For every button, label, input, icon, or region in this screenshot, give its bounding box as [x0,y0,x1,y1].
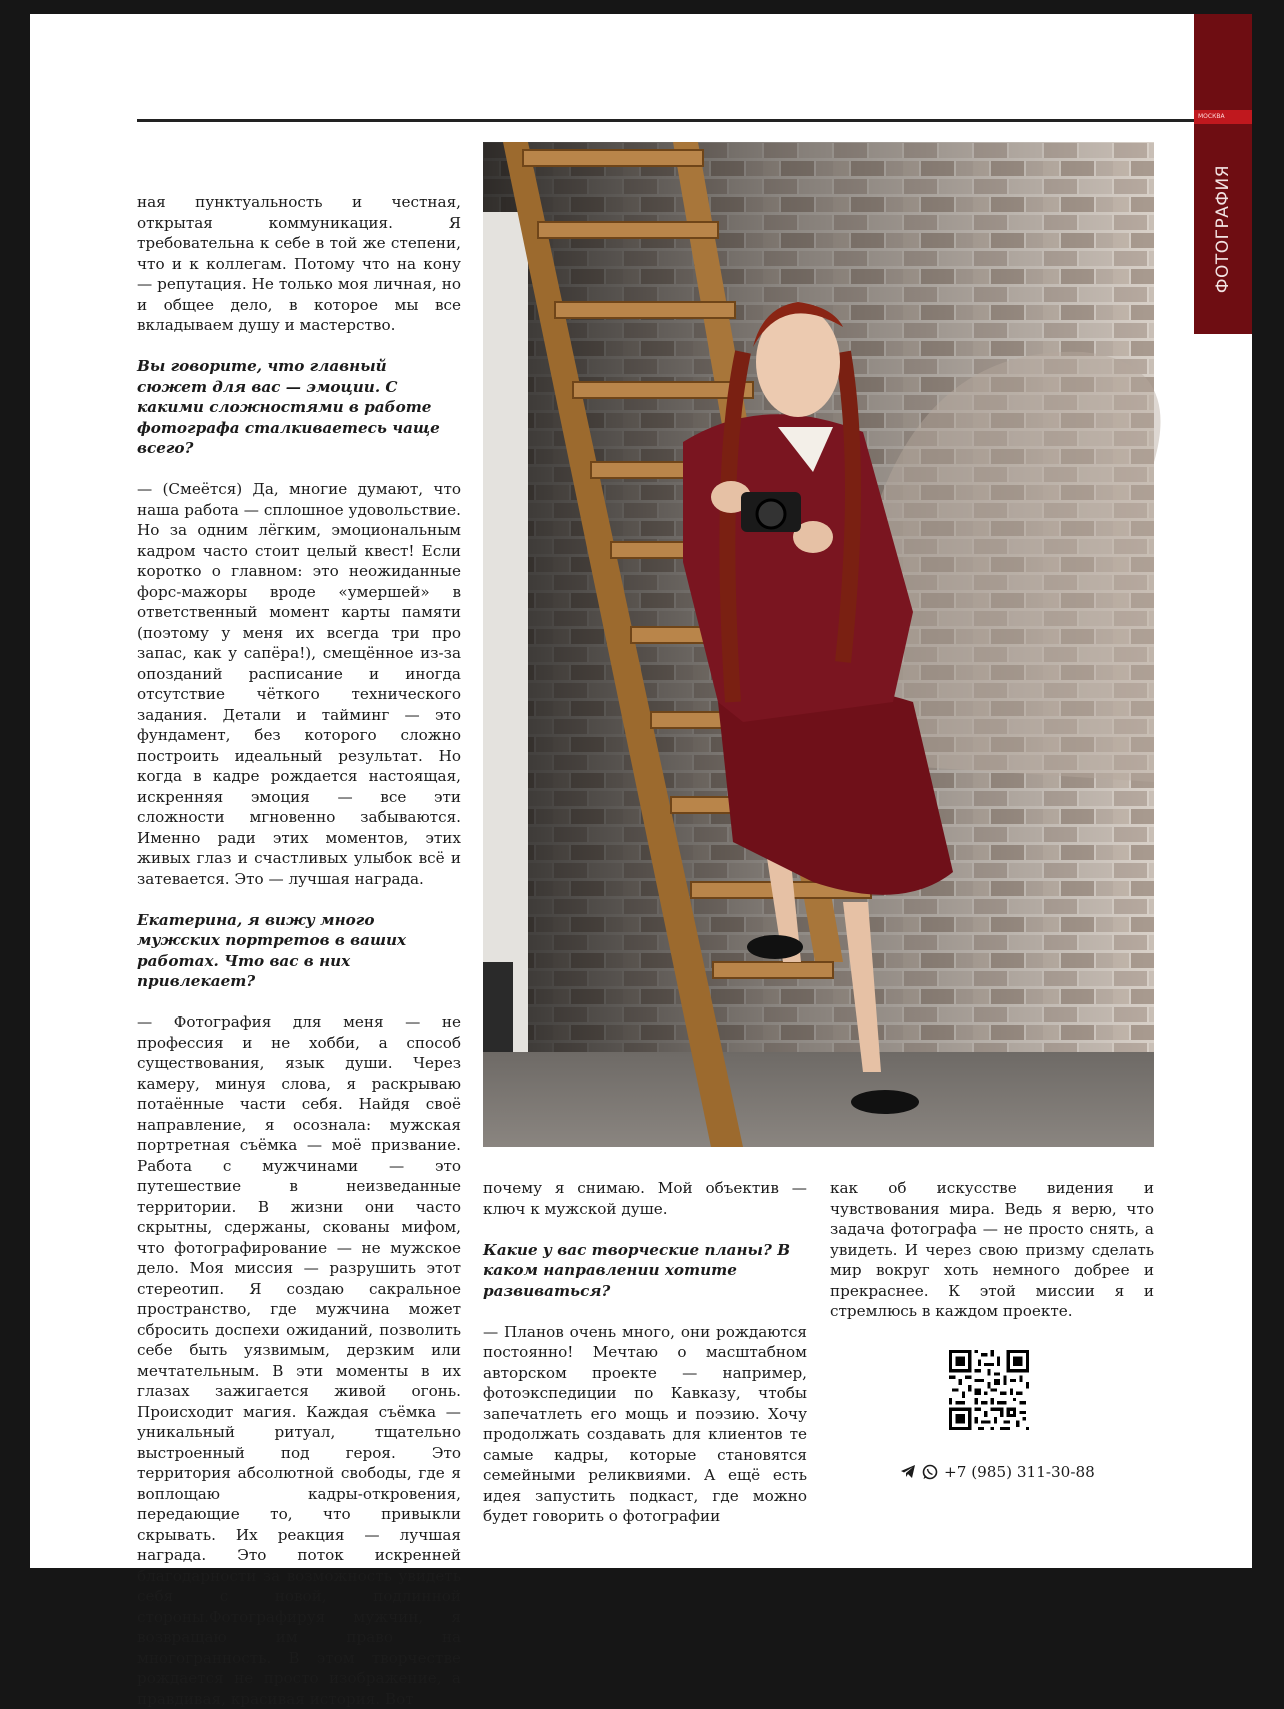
interview-question: Какие у вас творческие планы? В каком направлении хотите развиваться? [483,1240,791,1300]
paragraph: — (Смеётся) Да, многие думают, что наша работа — сплошное удовольствие. Но за одним лёгким, эмоциональным кадром часто стоит целый квест! Если коротко о главном: это неожиданные форс-мажоры вроде «умершей» в ответственный момент карты памяти (поэтому у меня их всегда три про запас, как у сапёра!), смещённое из-за опозданий расписание и иногда отсутствие чёткого технического задания. Детали и тайминг — это фундамент, без которого сложно построить идеальный результат. Но когда в кадре рождается настоящая, искренняя эмоция — все эти сложности мгновенно забываются. Именно ради этих моментов, этих живых глаз и счастливых улыбок всё и затевается. Это — лучшая награда. [137,480,461,888]
telegram-icon[interactable] [900,1465,916,1479]
whatsapp-icon[interactable] [922,1464,938,1480]
section-small-label: МОСКВА [1194,110,1252,124]
article-column-1 [137,192,461,1709]
paragraph: — Фотография для меня — не профессия и не хобби, а способ существования, язык души. Через камеру, минуя слова, я раскрываю потаённые части себя. Найдя своё направление, я осознала: мужская портретная съёмка — моё призвание. Работа с мужчинами — это путешествие в неизведанные территории. В жизни они часто скрытны, сдержаны, скованы мифом, что фотографирование — не мужское дело. Моя миссия — разрушить этот стереотип. Я создаю сакральное пространство, где мужчина может сбросить доспехи ожиданий, позволить себе быть уязвимым, дерзким или мечтательным. В эти моменты в их глазах зажигается живой огонь. Происходит магия. Каждая съёмка — уникальный ритуал, тщательно выстроенный под героя. Это территория абсолютной свободы, где я воплощаю кадры-откровения, передающие то, что привыкли скрывать. Их реакция — лучшая награда. Это поток искренней благодарности за возможность увидеть себя с новой, подлинной стороны.Фотографируя мужчин, я возвращаю им право на многогранность. В этом творчестве рождается не просто изображение, а правдивая, красивая история. Вот [137,1013,461,1708]
contact-line [900,1463,1130,1481]
paragraph: — Планов очень много, они рождаются постоянно! Мечтаю о масштабном авторском проекте — например, фотоэкспедиции по Кавказу, чтобы запечатлеть его мощь и поэзию. Хочу продолжать создавать для клиентов те самые кадры, которые становятся семейными реликвиями. А ещё есть идея запустить подкаст, где можно будет говорить о фотографии [483,1322,807,1525]
interview-question: Вы говорите, что главный сюжет для вас — эмоции. С какими сложностями в работе фотографа сталкиваетесь чаще всего? [137,357,440,457]
article-column-2 [483,1178,807,1527]
phone-number[interactable]: +7 (985) 311-30-88 [944,1463,1095,1481]
paragraph: ная пунктуальность и честная, открытая коммуникация. Я требовательна к себе в той же степени, что и к коллегам. Потому что на кону — репутация. Не только моя личная, но и общее дело, в которое мы все вкладываем душу и мастерство. [137,193,461,334]
interview-question: Екатерина, я вижу много мужских портретов в ваших работах. Что вас в них привлекает? [137,910,407,990]
qr-code[interactable] [949,1350,1029,1430]
portrait-photo [483,142,1154,1147]
section-vertical-label: ФОТОГРАФИЯ [1213,164,1233,294]
paragraph: почему я снимаю. Мой объектив — ключ к мужской душе. [483,1179,807,1218]
paragraph: как об искусстве видения и чувствования мира. Ведь я верю, что задача фотографа — не просто снять, а увидеть. И через свою призму сделать мир вокруг хоть немного добрее и прекраснее. К этой миссии я и стремлюсь в каждом проекте. [830,1179,1154,1320]
header-rule [137,119,1195,122]
article-column-3 [830,1178,1154,1322]
magazine-page [30,14,1252,1708]
section-tab [1194,14,1252,334]
